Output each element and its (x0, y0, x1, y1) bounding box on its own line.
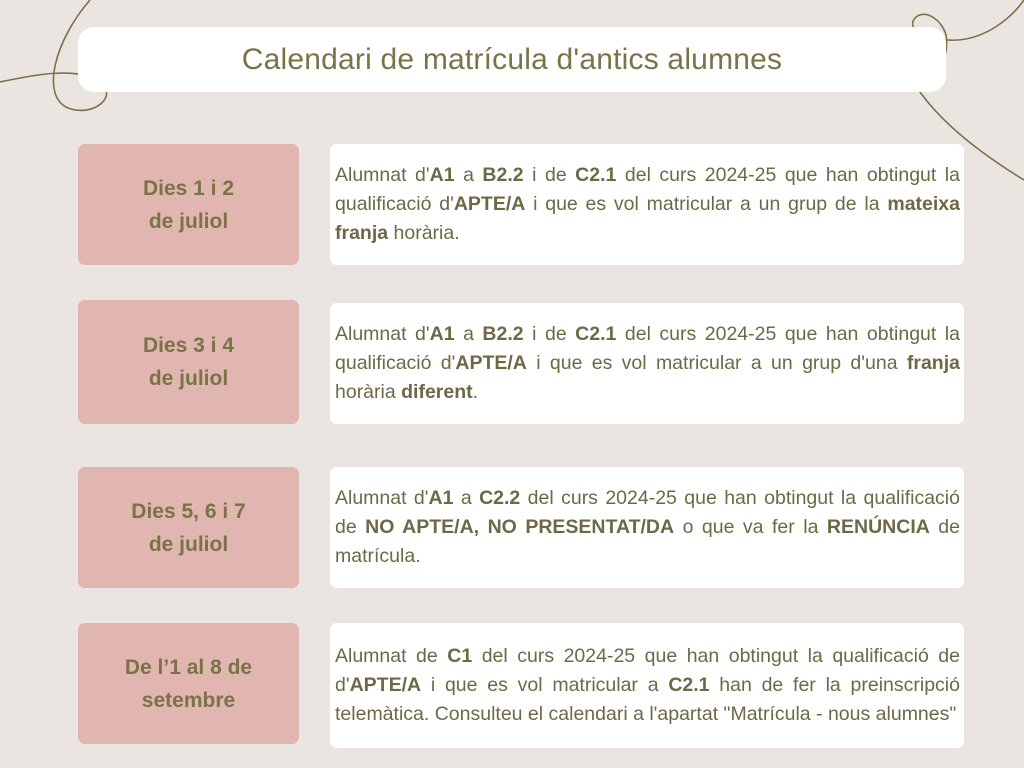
date-box-3 (78, 467, 299, 588)
date-line-1: Dies 5, 6 i 7 (131, 499, 246, 523)
page-title: Calendari de matrícula d'antics alumnes (241, 42, 783, 76)
date-box-1 (78, 144, 299, 265)
date-line-2: setembre (141, 688, 236, 712)
date-label (131, 495, 245, 561)
date-line-1: De l’1 al 8 de (124, 655, 253, 679)
description-card-4 (330, 623, 964, 748)
date-box-4 (78, 623, 299, 744)
date-line-2: de juliol (148, 532, 229, 556)
title-banner (78, 27, 946, 92)
description-text: Alumnat d'A1 a B2.2 i de C2.1 del curs 2024-25 que han obtingut la qualificació d'APTE/A i que es vol matricular a un grup d'una franja horària diferent. (335, 323, 960, 403)
description-card-1 (330, 144, 964, 265)
date-label (143, 172, 234, 238)
description-text: Alumnat de C1 del curs 2024-25 que han obtingut la qualificació de d'APTE/A i que es vol matricular a C2.1 han de fer la preinscripció telemàtica. Consulteu el calendari a l'apartat "Matrícula - nous alumnes" (335, 645, 960, 725)
date-label (143, 329, 234, 395)
date-line-2: de juliol (148, 367, 229, 390)
date-box-2 (78, 300, 299, 424)
date-line-1: Dies 3 i 4 (142, 334, 235, 357)
description-card-3 (330, 467, 964, 588)
date-line-1: Dies 1 i 2 (142, 176, 235, 200)
date-line-2: de juliol (148, 209, 229, 233)
description-text: Alumnat d'A1 a C2.2 del curs 2024-25 que han obtingut la qualificació de NO APTE/A, NO PRESENTAT/DA o que va fer la RENÚNCIA de matrícula. (335, 487, 960, 567)
description-card-2 (330, 303, 964, 424)
description-text: Alumnat d'A1 a B2.2 i de C2.1 del curs 2024-25 que han obtingut la qualificació d'APTE/A i que es vol matricular a un grup de la mateixa franja horària. (335, 164, 960, 244)
date-label (125, 651, 252, 717)
